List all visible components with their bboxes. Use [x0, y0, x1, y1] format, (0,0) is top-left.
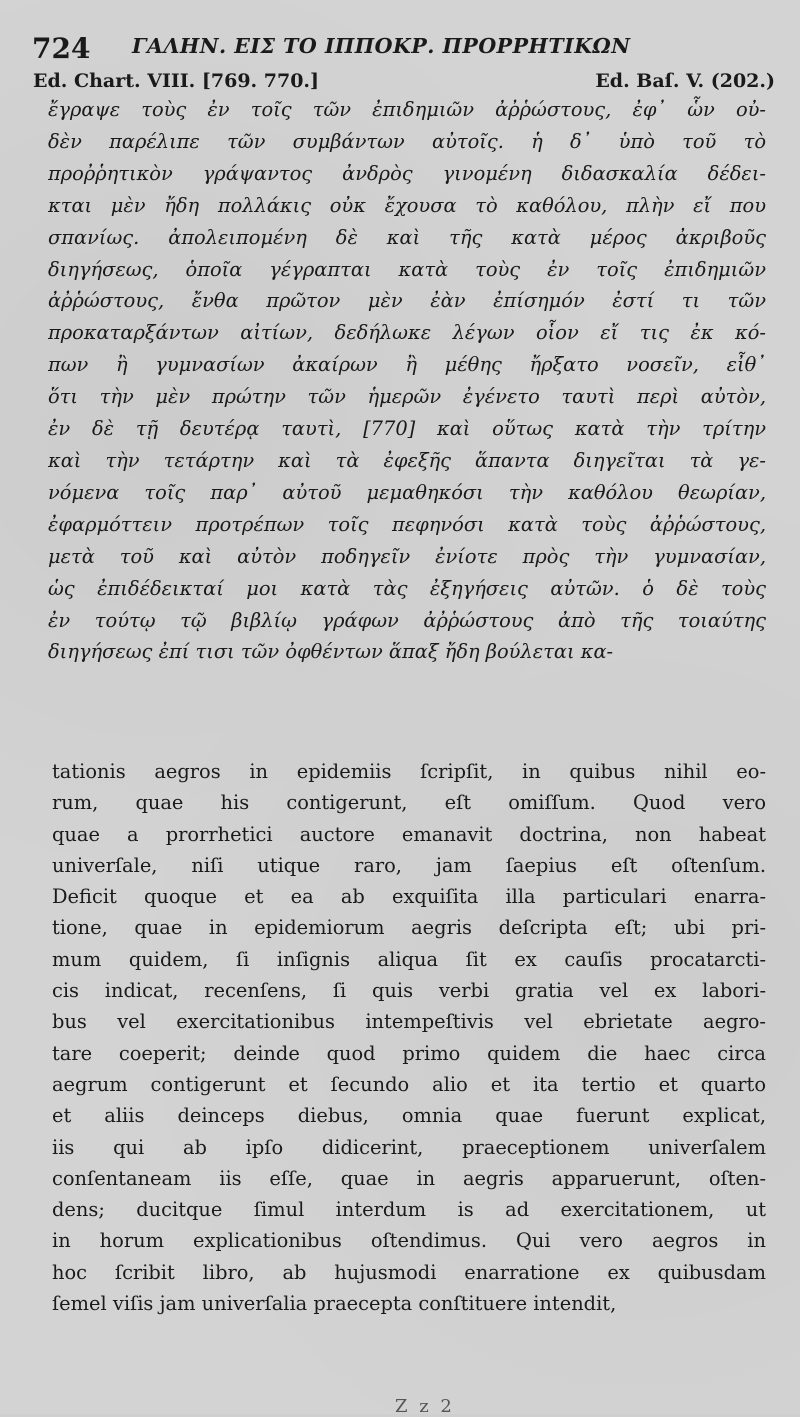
greek-text-line: κται μὲν ἤδη πολλάκις οὐκ ἔχουσα τὸ καθόλου, πλὴν εἴ που: [48, 193, 766, 217]
latin-text-line: tione, quae in epidemiorum aegris deſcripta eſt; ubi pri-: [52, 916, 766, 940]
greek-text-line: ἔγραψε τοὺς ἐν τοῖς τῶν ἐπιδημιῶν ἀῤῥώστους, ἐφ᾽ ὧν οὐ-: [48, 98, 766, 121]
greek-text-block: [48, 94, 766, 668]
latin-text-line: cis indicat, recenſens, ſi quis verbi gratia vel ex labori-: [52, 979, 766, 1003]
greek-text-line: καὶ τὴν τετάρτην καὶ τὰ ἐφεξῆς ἅπαντα διηγεῖται τὰ γε-: [48, 448, 766, 472]
latin-text-line: et aliis deinceps diebus, omnia quae fuerunt explicat,: [52, 1104, 766, 1128]
running-title: ΓΑΛΗΝ. ΕΙΣ ΤΟ ΙΠΠΟΚΡ. ΠΡΟΡΡΗΤΙΚΩΝ: [132, 34, 631, 58]
greek-text-line: σπανίως. ἀπολειπομένη δὲ καὶ τῆς κατὰ μέρος ἀκριβοῦς: [48, 225, 766, 249]
latin-text-line: ſemel viſis jam univerſalia praecepta conſtituere intendit,: [52, 1292, 617, 1316]
edition-reference-line: [30, 70, 775, 96]
greek-text-line: ἐν δὲ τῇ δευτέρᾳ ταυτὶ, [770] καὶ οὕτως κατὰ τὴν τρίτην: [48, 417, 766, 441]
edition-chartier-reference: Ed. Chart. VIII. [769. 770.]: [33, 70, 320, 92]
greek-text-line: ὅτι τὴν μὲν πρώτην τῶν ἡμερῶν ἐγένετο ταυτὶ περὶ αὐτὸν,: [48, 385, 766, 409]
latin-text-line: iis qui ab ipſo didicerint, praeceptionem univerſalem: [52, 1135, 766, 1159]
printer-signature-mark: Z z 2: [395, 1396, 455, 1417]
greek-text-line: ἐν τούτῳ τῷ βιβλίῳ γράφων ἀῤῥώστους ἀπὸ τῆς τοιαύτης: [48, 608, 766, 632]
greek-text-line: προῤῥητικὸν γράψαντος ἀνδρὸς γινομένη διδασκαλία δέδει-: [48, 161, 766, 185]
latin-text-line: dens; ducitque ſimul interdum is ad exercitationem, ut: [52, 1198, 766, 1222]
greek-text-line: προκαταρξάντων αἰτίων, δεδήλωκε λέγων οἷον εἴ τις ἐκ κό-: [48, 321, 766, 345]
latin-text-line: rum, quae his contigerunt, eſt omiſſum. Quod vero: [52, 791, 766, 815]
latin-text-line: Deficit quoque et ea ab exquiſita illa particulari enarra-: [52, 885, 766, 909]
latin-text-line: tare coeperit; deinde quod primo quidem die haec circa: [52, 1041, 766, 1065]
latin-text-line: conſentaneam iis eſſe, quae in aegris apparuerunt, oſten-: [52, 1166, 766, 1190]
greek-text-line: νόμενα τοῖς παρ᾽ αὐτοῦ μεμαθηκόσι τὴν καθόλου θεωρίαν,: [48, 480, 766, 504]
greek-text-line: ἀῤῥώστους, ἔνθα πρῶτον μὲν ἐὰν ἐπίσημόν ἐστί τι τῶν: [48, 289, 766, 313]
greek-text-line: πων ἢ γυμνασίων ἀκαίρων ἢ μέθης ἤρξατο νοσεῖν, εἶθ᾽: [48, 353, 766, 377]
edition-basel-reference: Ed. Baſ. V. (202.): [595, 70, 775, 92]
latin-text-line: quae a prorrhetici auctore emanavit doctrina, non habeat: [52, 822, 766, 846]
latin-text-line: bus vel exercitationibus intempeſtivis vel ebrietate aegro-: [52, 1010, 766, 1034]
latin-text-line: hoc ſcribit libro, ab hujusmodi enarratione ex quibusdam: [52, 1260, 766, 1284]
page-header: [30, 28, 775, 68]
page-number: 724: [32, 32, 91, 65]
greek-text-line: μετὰ τοῦ καὶ αὐτὸν ποδηγεῖν ἐνίοτε πρὸς τὴν γυμνασίαν,: [48, 544, 766, 568]
latin-text-line: in horum explicationibus oſtendimus. Qui vero aegros in: [52, 1229, 766, 1253]
latin-text-line: aegrum contigerunt et ſecundo alio et ita tertio et quarto: [52, 1072, 766, 1096]
latin-text-line: tationis aegros in epidemiis ſcripſit, in quibus nihil eo-: [52, 760, 766, 783]
greek-text-line: ὡς ἐπιδέδεικταί μοι κατὰ τὰς ἐξηγήσεις αὐτῶν. ὁ δὲ τοὺς: [48, 576, 766, 600]
greek-text-line: δὲν παρέλιπε τῶν συμβάντων αὐτοῖς. ἡ δ᾽ ὑπὸ τοῦ τὸ: [48, 129, 766, 153]
latin-text-line: mum quidem, ſi inſignis aliqua ſit ex cauſis procatarcti-: [52, 947, 766, 971]
latin-text-block: [52, 756, 766, 1319]
greek-text-line: διηγήσεως ἐπί τισι τῶν ὀφθέντων ἅπαξ ἤδη βούλεται κα-: [48, 640, 614, 664]
latin-text-line: univerſale, niſi utique raro, jam ſaepius eſt oſtenſum.: [52, 853, 766, 877]
greek-text-line: διηγήσεως, ὁποῖα γέγραπται κατὰ τοὺς ἐν τοῖς ἐπιδημιῶν: [48, 257, 766, 281]
greek-text-line: ἐφαρμόττειν προτρέπων τοῖς πεφηνόσι κατὰ τοὺς ἀῤῥώστους,: [48, 512, 766, 536]
